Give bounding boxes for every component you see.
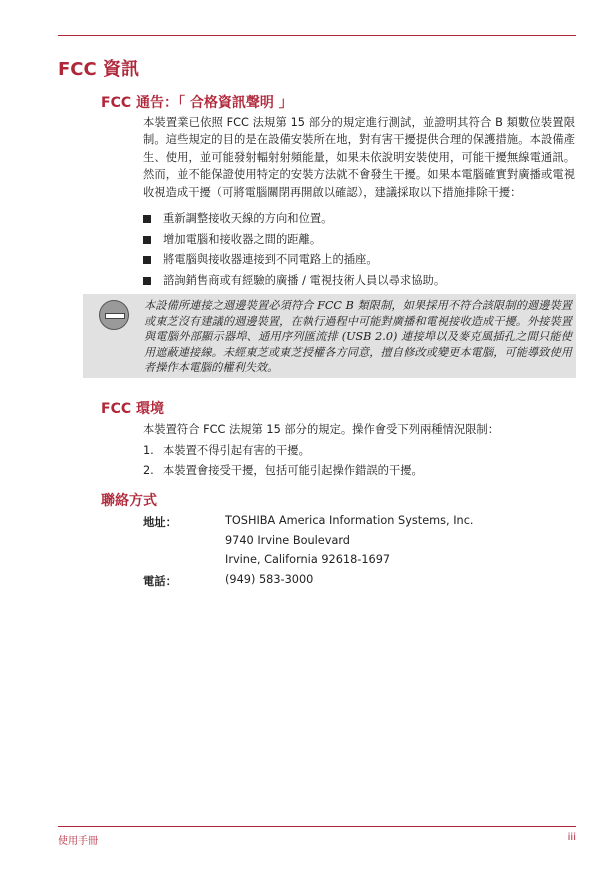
bullet-square-icon [143, 256, 151, 264]
header-rule [58, 35, 576, 36]
condition-text: 本裝置會接受干擾，包括可能引起操作錯誤的干擾。 [163, 464, 423, 477]
measures-list [143, 209, 575, 291]
condition-number: 2. [143, 464, 154, 477]
condition-item [143, 461, 575, 481]
notice-heading: FCC 通告：「 合格資訊聲明 」 [101, 95, 293, 111]
bullet-square-icon [143, 236, 151, 244]
address-line: Irvine, California 92618-1697 [225, 553, 391, 566]
list-item [143, 230, 575, 251]
caution-note [83, 294, 576, 378]
condition-number: 1. [143, 444, 154, 457]
footer-rule [58, 826, 576, 827]
list-item [143, 250, 575, 271]
address-line: 9740 Irvine Boulevard [225, 533, 350, 547]
bullet-square-icon [143, 277, 151, 285]
page-number: iii [567, 832, 576, 843]
notice-paragraph: 本裝置業已依照 FCC 法規第 15 部分的規定進行測試，並證明其符合 B 類數位裝置限制。這些規定的目的是在設備安裝所在地，對有害干擾提供合理的保護措施。本設備產生、使用，並可能發射輻射射頻能量，如果未依說明安裝使用，可能干擾無線電通訊。然而，並不能保證使用特定的安裝方法就不會發生干擾。如果本電腦確實對廣播或電視收視造成干擾（可將電腦關閉再開啟以確認），建議採取以下措施排除干擾： [143, 116, 575, 199]
contact-heading: 聯絡方式 [101, 493, 157, 509]
bullet-square-icon [143, 215, 151, 223]
address-line: TOSHIBA America Information Systems, Inc. [225, 514, 474, 527]
environment-intro: 本裝置符合 FCC 法規第 15 部分的規定。操作會受下列兩種情況限制： [143, 423, 500, 436]
page-title: FCC 資訊 [58, 59, 139, 80]
environment-heading: FCC 環境 [101, 401, 164, 417]
list-item-text: 增加電腦和接收器之間的距離。 [163, 232, 322, 246]
list-item-text: 諮詢銷售商或有經驗的廣播 / 電視技術人員以尋求協助。 [163, 273, 446, 287]
list-item-text: 將電腦與接收器連接到不同電路上的插座。 [163, 253, 378, 266]
condition-text: 本裝置不得引起有害的干擾。 [163, 444, 310, 457]
list-item-text: 重新調整接收天線的方向和位置。 [163, 212, 333, 225]
phone-number: (949) 583-3000 [225, 572, 314, 586]
footer-manual-title: 使用手冊 [58, 836, 98, 847]
list-item [143, 271, 575, 292]
address-label: 地址： [143, 516, 177, 529]
conditions-list [143, 441, 575, 481]
phone-label: 電話： [143, 574, 177, 588]
caution-note-text: 本設備所連接之週邊裝置必須符合 FCC B 類限制，如果採用不符合該限制的週邊裝置或東芝沒有建議的週邊裝置，在執行過程中可能對廣播和電視接收造成干擾。外接裝置與電腦外部顯示器埠、通用序列匯流排 (USB 2.0) 連接埠以及麥克風插孔之間只能使用遮蔽連接線。未經東芝或東芝授權各方同意，擅自修改或變更本電腦，可能導致使用者操作本電腦的權利失效。 [144, 299, 572, 374]
list-item [143, 209, 575, 230]
contact-block [143, 514, 575, 592]
no-entry-icon [99, 300, 129, 330]
condition-item [143, 441, 575, 461]
